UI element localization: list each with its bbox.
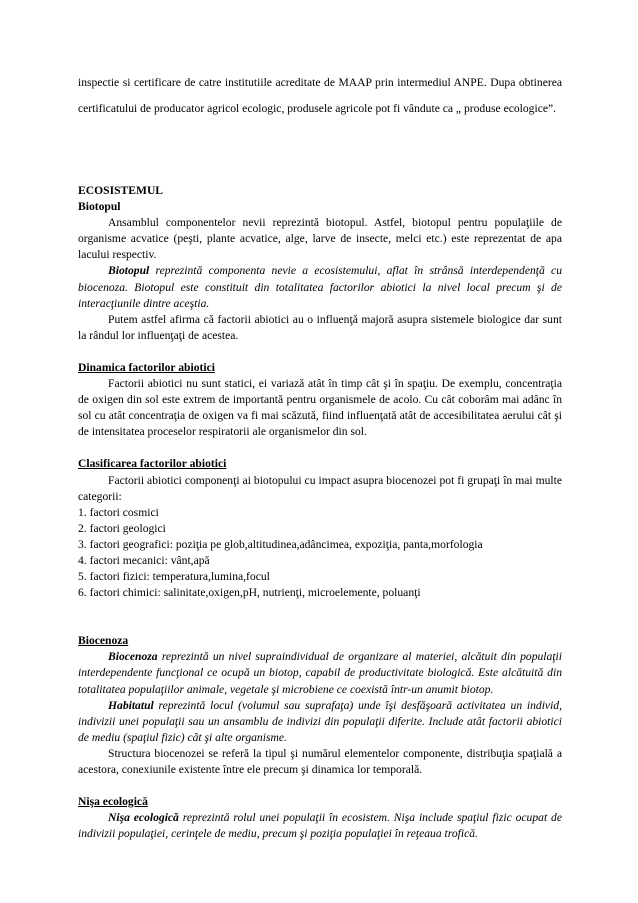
biotop-paragraph-1: Ansamblul componentelor nevii reprezintă biotopul. Astfel, biotopul pentru populaţiile de organisme acvatice (peşti, plante acvatice, alge, larve de insecte, melci etc.) este reprezentat de apa lacului respectiv. bbox=[78, 216, 562, 262]
list-item: 5. factori fizici: temperatura,lumina,focul bbox=[78, 570, 270, 584]
term-habitat: Habitatul bbox=[108, 698, 154, 712]
nisa-paragraph bbox=[78, 810, 562, 842]
heading-nisa: Nişa ecologică bbox=[78, 795, 148, 809]
dinamica-section bbox=[78, 360, 562, 440]
nisa-section bbox=[78, 794, 562, 842]
intro-paragraph: inspectie si certificare de catre institutiile acreditate de MAAP prin intermediul ANPE. Dupa obtinerea certificatului de producator agricol ecologic, produsele agricole pot fi vândute ca „ produse ecologice”. bbox=[78, 76, 562, 115]
list-item: 4. factori mecanici: vânt,apă bbox=[78, 553, 210, 567]
list-item: 6. factori chimici: salinitate,oxigen,pH, nutrienţi, microelemente, poluanţi bbox=[78, 586, 421, 600]
intro-section bbox=[78, 70, 562, 121]
term-biotop: Biotopul bbox=[108, 264, 150, 278]
biocenoza-paragraph-2 bbox=[78, 698, 562, 746]
heading-biocenoza: Biocenoza bbox=[78, 634, 129, 648]
biocenoza-paragraph-1-text: reprezintă un nivel supraindividual de organizare al materiei, alcătuit din populaţii interdependente funcţional ce ocupă un biotop, capabil de productivitate biologică. Este alcătuită din totalitatea populaţiilor animale, vegetale şi microbiene ce coexistă într-un anumit biotop. bbox=[78, 650, 562, 696]
list-item: 3. factori geografici: poziţia pe glob,altitudinea,adâncimea, expoziţia, panta,morfologia bbox=[78, 537, 483, 551]
biocenoza-section bbox=[78, 633, 562, 778]
ecosistem-section bbox=[78, 183, 562, 344]
heading-dinamica: Dinamica factorilor abiotici bbox=[78, 360, 215, 374]
biocenoza-paragraph-1 bbox=[78, 649, 562, 697]
list-item: 2. factori geologici bbox=[78, 521, 166, 535]
document-page bbox=[78, 70, 562, 842]
nisa-paragraph-text: reprezintă rolul unei populaţii în ecosistem. Nişa include spaţiul fizic ocupat de indivizii populaţiei, cerinţele de mediu, precum şi poziţia populaţiei în reţeaua trofică. bbox=[78, 811, 562, 841]
biotop-paragraph-2-text: reprezintă componenta nevie a ecosistemului, aflat în strânsă interdependenţă cu biocenoza. Biotopul este constituit din totalitatea factorilor abiotici la nivel local precum şi de interacţiunile dintre aceştia. bbox=[78, 264, 562, 310]
term-nisa: Nişa ecologică bbox=[108, 811, 179, 825]
clasificare-paragraph: Factorii abiotici componenţi ai biotopului cu impact asupra biocenozei pot fi grupaţi în mai multe categorii: bbox=[78, 473, 562, 503]
biocenoza-paragraph-2-text: reprezintă locul (volumul sau suprafaţa) unde îşi desfăşoară activitatea un individ, indivizii unei populaţii sau un ansamblu de indivizi din populaţii diferite. Include atât factorii abiotici de mediu (spaţiul fizic) cât şi alte organisme. bbox=[78, 698, 562, 744]
biocenoza-paragraph-3: Structura biocenozei se referă la tipul şi numărul elementelor componente, distribuţia spaţială a acestora, conexiunile existente între ele precum şi dinamica lor temporală. bbox=[78, 746, 562, 776]
biotop-paragraph-2 bbox=[78, 263, 562, 311]
dinamica-paragraph: Factorii abiotici nu sunt statici, ei variază atât în timp cât şi în spaţiu. De exemplu, concentraţia de oxigen din sol este extrem de importantă pentru organismele de acolo. Cu cât coborâm mai adânc în sol cu atât concentraţia de oxigen va fi mai scăzută, fiind influenţată atât de accesibilitatea aerului cât şi de intensitatea proceselor respiratorii ale organismelor din sol. bbox=[78, 377, 562, 439]
list-item: 1. factori cosmici bbox=[78, 505, 159, 519]
term-biocenoza: Biocenoza bbox=[108, 650, 158, 664]
biotop-paragraph-3: Putem astfel afirma că factorii abiotici au o influenţă majoră asupra sistemele biologice dar sunt la rândul lor influenţaţi de acestea. bbox=[78, 312, 562, 342]
clasificare-section bbox=[78, 456, 562, 601]
heading-clasificare: Clasificarea factorilor abiotici bbox=[78, 457, 227, 471]
section-title-ecosistem: ECOSISTEMUL bbox=[78, 184, 164, 197]
heading-biotop: Biotopul bbox=[78, 200, 121, 214]
